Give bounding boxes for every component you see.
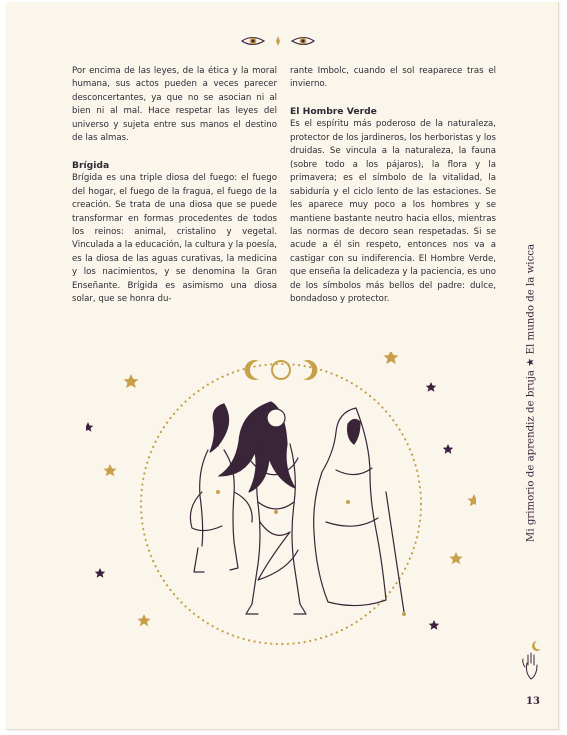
right-paragraph-2: Es el espíritu más poderoso de la naturaleza, protector de los jardineros, los herboristas y los druidas. Se vincula a la naturaleza, la fauna (sobre todo a los pájaros), la flora y la primavera; es el símbolo de la vitalidad, la sabiduría y el ciclo lento de las estaciones. Se les aparece muy poco a los hombres y se mantiene bastante neutro hacia ellos, mientras las normas de decoro sean respetadas. Si se acude a él sin respeto, entonces nos va a castigar con su indiferencia. El Hombre Verde, que enseña la delicadeza y la paciencia, es uno de los símbolos más bellos del padre: dulce, bondadoso y protector.: [290, 119, 496, 305]
star-icon: [103, 464, 116, 476]
crone-figure: [314, 408, 406, 616]
eyes-icon: [238, 32, 318, 50]
left-paragraph-1: Por encima de las leyes, de la ética y la moral humana, sus actos pueden a veces parecer desconcertantes, ya que no se asocian ni al bien ni al mal. Hace respetar las leyes del universo y sujeta entre sus manos el destino de las almas.: [72, 66, 277, 144]
star-icon: [443, 444, 454, 454]
star-icon: [429, 620, 440, 630]
star-icon: [449, 552, 462, 564]
triple-goddess-illustration: [86, 352, 476, 652]
right-column: [290, 65, 496, 320]
left-paragraph-2: Brígida es una triple diosa del fuego: el fuego del hogar, el fuego de la fragua, el fuego de la creación. Se trata de una diosa que se puede transformar en formas procedentes de todos los reinos: animal, cristalino y vegetal. Vinculada a la educación, la cultura y la poesía, es la diosa de las aguas curativas, la medicina y los nacimientos, y se denomina la Gran Enseñante. Brígida es asimismo una diosa solar, que se honra du-: [72, 173, 278, 305]
side-title-text: Mi grimorio de aprendiz de bruja ★ El mundo de la wicca: [525, 243, 537, 543]
star-icon: [137, 614, 150, 626]
triple-moon-icon: [245, 360, 318, 380]
heading-brigida: Brígida: [72, 159, 110, 171]
star-icon: [467, 494, 476, 506]
heading-hombre-verde: El Hombre Verde: [290, 105, 377, 117]
right-paragraph-1: rante Imbolc, cuando el sol reaparece tras el invierno.: [290, 66, 496, 90]
side-running-title: [524, 243, 538, 543]
book-page: [6, 2, 559, 730]
star-icon: [384, 352, 399, 364]
star-icon: [95, 568, 106, 578]
star-icon: [124, 374, 139, 388]
star-icon: [426, 382, 437, 392]
mother-figure: [219, 402, 306, 614]
witch-hand-icon: [517, 637, 547, 681]
left-column: [72, 65, 277, 320]
star-icon: [86, 422, 93, 432]
page-number: 13: [526, 696, 540, 707]
